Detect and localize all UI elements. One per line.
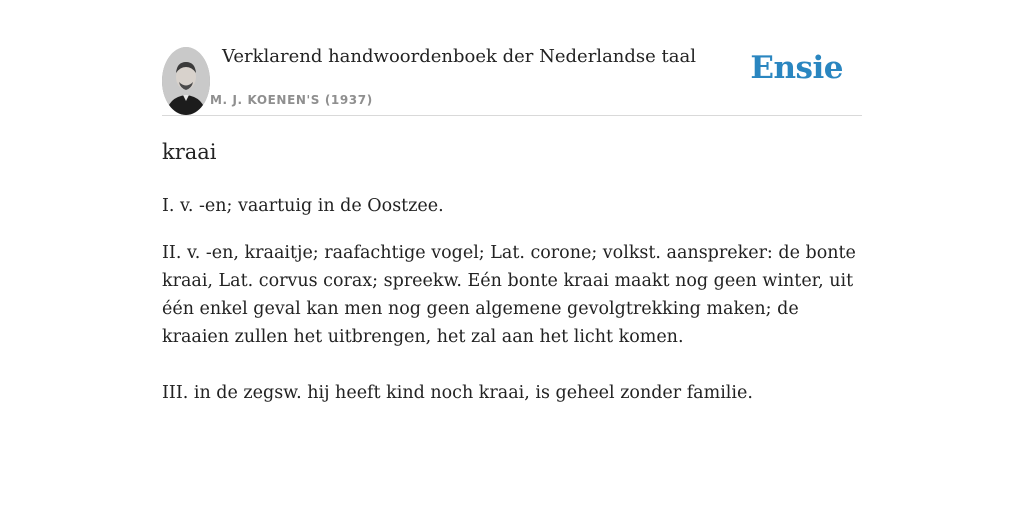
headword: kraai	[162, 140, 217, 164]
definition-3: III. in de zegsw. hij heeft kind noch kraai, is geheel zonder familie.	[162, 383, 753, 403]
author-label: M. J. KOENEN'S (1937)	[210, 93, 373, 107]
brand-logo-link[interactable]: Ensie	[750, 50, 843, 86]
definition-2: II. v. -en, kraaitje; raafachtige vogel; Lat. corone; volkst. aanspreker: de bonte kraai, Lat. corvus corax; spreekw. Eén bonte kraai maakt nog geen winter, uit één enkel geval kan men nog geen algemene gevolgtrekking maken; de kraaien zullen het uitbrengen, het zal aan het licht komen.	[162, 243, 856, 347]
author-portrait	[162, 47, 210, 115]
header	[162, 40, 862, 116]
author-portrait-image	[162, 47, 210, 115]
book-title: Verklarend handwoordenboek der Nederlandse taal	[222, 46, 696, 67]
definition-1: I. v. -en; vaartuig in de Oostzee.	[162, 196, 444, 216]
